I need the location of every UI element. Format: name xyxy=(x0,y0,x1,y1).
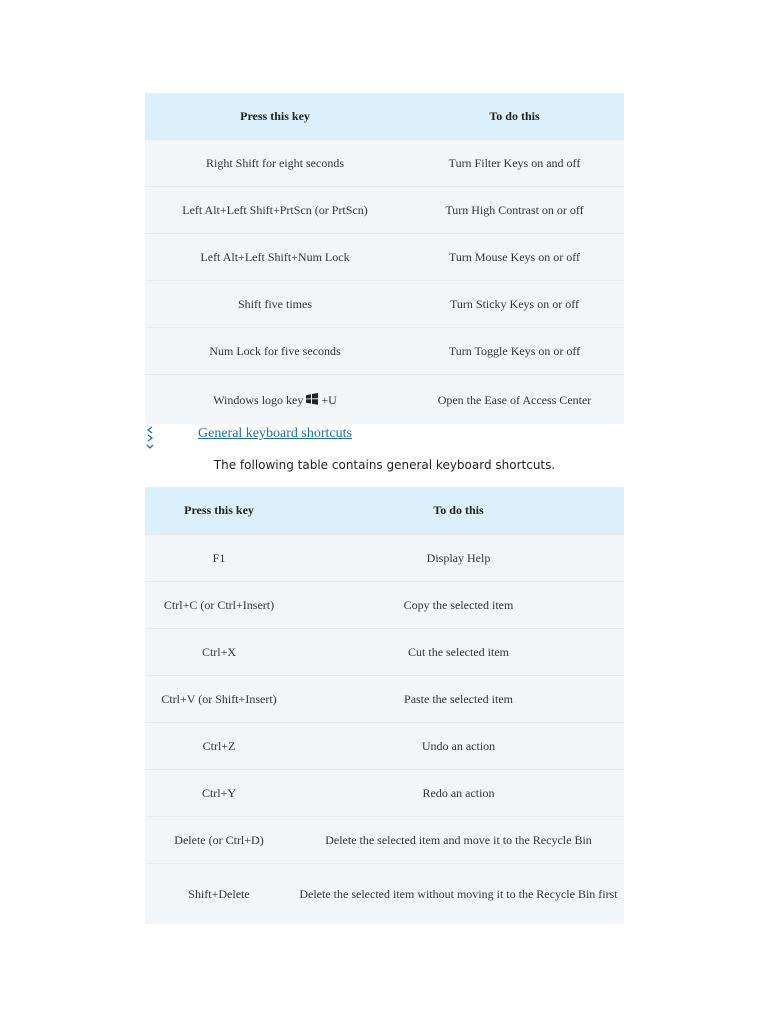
shortcut-key-prefix: Windows logo key xyxy=(213,392,304,407)
table-header-row xyxy=(145,487,624,535)
ease-of-access-shortcuts-table xyxy=(145,93,624,424)
shortcut-key: Left Alt+Left Shift+PrtScn (or PrtScn) xyxy=(145,187,405,234)
shortcut-action: Display Help xyxy=(293,535,624,582)
table-row xyxy=(145,723,624,770)
table-row xyxy=(145,140,624,187)
shortcut-key: Ctrl+C (or Ctrl+Insert) xyxy=(145,582,293,629)
windows-logo-icon xyxy=(305,393,319,405)
table-row xyxy=(145,582,624,629)
shortcut-action: Undo an action xyxy=(293,723,624,770)
shortcut-key: Shift five times xyxy=(145,281,405,328)
shortcut-action: Turn Toggle Keys on or off xyxy=(405,328,624,375)
shortcut-key: Ctrl+X xyxy=(145,629,293,676)
table-row xyxy=(145,817,624,864)
shortcut-action: Cut the selected item xyxy=(293,629,624,676)
shortcut-action: Delete the selected item and move it to the Recycle Bin xyxy=(293,817,624,864)
table-row xyxy=(145,629,624,676)
shortcut-action: Turn Mouse Keys on or off xyxy=(405,234,624,281)
shortcut-key: Num Lock for five seconds xyxy=(145,328,405,375)
column-header-key: Press this key xyxy=(145,93,405,140)
shortcut-key xyxy=(145,375,405,425)
general-keyboard-shortcuts-link[interactable]: General keyboard shortcuts xyxy=(198,426,352,441)
shortcut-key: Ctrl+Z xyxy=(145,723,293,770)
table-row xyxy=(145,770,624,817)
column-header-key: Press this key xyxy=(145,487,293,535)
shortcut-key-suffix: +U xyxy=(321,392,337,407)
section-intro-text: The following table contains general keyboard shortcuts. xyxy=(213,458,556,472)
table-row xyxy=(145,375,624,425)
table-row xyxy=(145,281,624,328)
table-row xyxy=(145,864,624,925)
shortcut-action: Redo an action xyxy=(293,770,624,817)
shortcut-key: Right Shift for eight seconds xyxy=(145,140,405,187)
collapse-chevron-icon[interactable] xyxy=(145,425,155,453)
general-shortcuts-table xyxy=(145,487,624,924)
table-row xyxy=(145,676,624,723)
shortcut-key: Delete (or Ctrl+D) xyxy=(145,817,293,864)
shortcut-action: Turn High Contrast on or off xyxy=(405,187,624,234)
shortcut-key: F1 xyxy=(145,535,293,582)
table-row xyxy=(145,187,624,234)
column-header-action: To do this xyxy=(405,93,624,140)
shortcut-action: Turn Sticky Keys on or off xyxy=(405,281,624,328)
shortcut-action: Open the Ease of Access Center xyxy=(405,375,624,425)
table-row xyxy=(145,535,624,582)
table-row xyxy=(145,234,624,281)
shortcut-key: Shift+Delete xyxy=(145,864,293,925)
shortcut-key: Left Alt+Left Shift+Num Lock xyxy=(145,234,405,281)
table-header-row xyxy=(145,93,624,140)
shortcut-action: Delete the selected item without moving it to the Recycle Bin first xyxy=(293,864,624,925)
shortcut-action: Copy the selected item xyxy=(293,582,624,629)
shortcut-action: Paste the selected item xyxy=(293,676,624,723)
shortcut-key: Ctrl+Y xyxy=(145,770,293,817)
table-row xyxy=(145,328,624,375)
shortcut-key: Ctrl+V (or Shift+Insert) xyxy=(145,676,293,723)
shortcut-action: Turn Filter Keys on and off xyxy=(405,140,624,187)
column-header-action: To do this xyxy=(293,487,624,535)
